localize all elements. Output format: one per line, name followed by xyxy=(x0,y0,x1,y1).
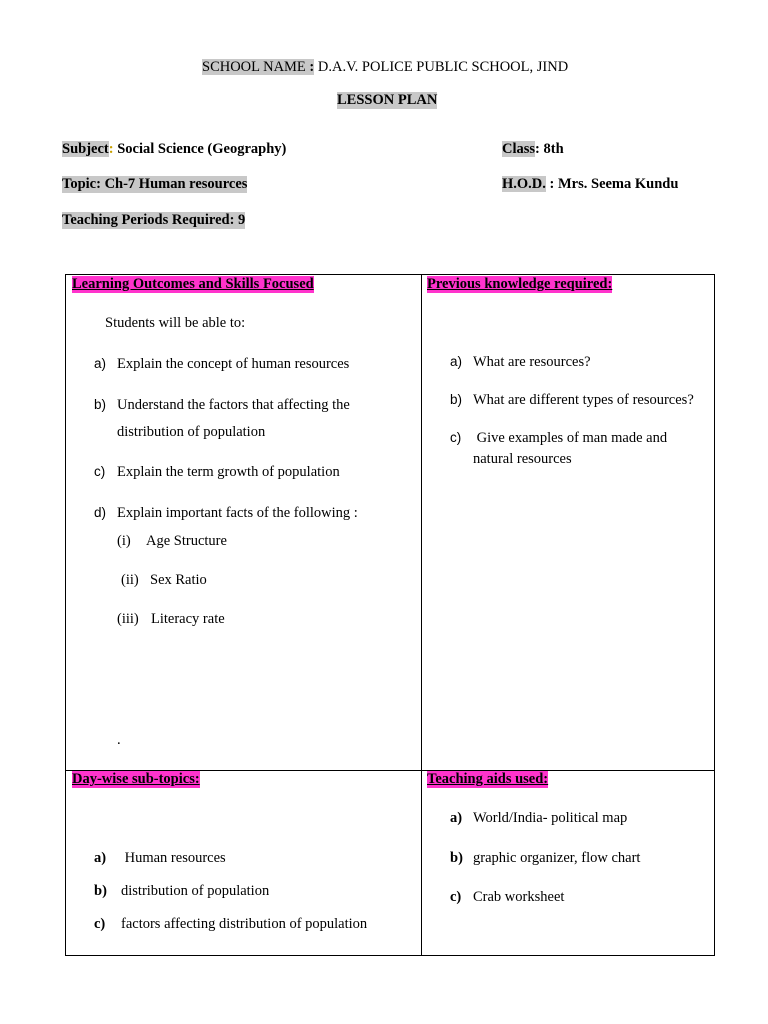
list-marker: c) xyxy=(450,889,462,905)
list-text: What are resources? xyxy=(473,354,591,370)
list-marker: c) xyxy=(94,916,106,932)
list-marker: b) xyxy=(450,392,463,407)
list-text: graphic organizer, flow chart xyxy=(473,850,641,866)
list-item xyxy=(450,392,694,409)
topic-line: Topic: Ch-7 Human resources xyxy=(62,176,248,192)
day-wise-heading: Day-wise sub-topics: xyxy=(72,771,200,787)
subject-colon: : xyxy=(108,141,114,157)
subject-value: Social Science (Geography) xyxy=(113,141,287,157)
list-text: Give examples of man made and xyxy=(473,430,668,446)
list-text: Understand the factors that affecting the xyxy=(117,397,350,413)
previous-knowledge-cell xyxy=(421,274,715,771)
list-marker: a) xyxy=(94,850,107,866)
sub-list-marker: (ii) xyxy=(121,572,139,588)
class-label: Class xyxy=(502,141,536,157)
sub-list-marker: (i) xyxy=(117,533,131,549)
list-text: distribution of population xyxy=(121,883,270,899)
list-item xyxy=(450,850,640,867)
list-item xyxy=(94,850,226,867)
list-item xyxy=(450,810,627,827)
teaching-aids-heading: Teaching aids used: xyxy=(427,771,549,787)
list-marker: d) xyxy=(94,505,107,520)
sub-list-text: Literacy rate xyxy=(151,611,225,627)
list-item xyxy=(450,889,564,906)
list-item xyxy=(94,397,350,414)
learning-outcomes-heading: Learning Outcomes and Skills Focused xyxy=(72,276,314,292)
list-marker: b) xyxy=(94,397,107,412)
trailing-dot: . xyxy=(117,732,121,748)
list-text: Explain the concept of human resources xyxy=(117,356,350,372)
hod-line xyxy=(502,176,678,193)
learning-outcomes-intro: Students will be able to: xyxy=(105,315,246,331)
sub-list-marker: (iii) xyxy=(117,611,139,627)
sub-list-item xyxy=(117,533,227,550)
subject-label: Subject xyxy=(62,141,109,157)
sub-list-text: Age Structure xyxy=(146,533,227,549)
list-marker: c) xyxy=(94,464,106,479)
sub-list-item xyxy=(121,572,207,589)
list-item xyxy=(450,354,591,371)
list-item xyxy=(94,356,349,373)
list-marker: a) xyxy=(450,810,463,826)
list-item xyxy=(450,430,667,447)
list-text: World/India- political map xyxy=(473,810,628,826)
list-text: Explain the term growth of population xyxy=(117,464,340,480)
school-name-value: D.A.V. POLICE PUBLIC SCHOOL, JIND xyxy=(314,59,569,75)
hod-value: : Mrs. Seema Kundu xyxy=(545,176,679,192)
list-marker: c) xyxy=(450,430,462,445)
periods-line: Teaching Periods Required: 9 xyxy=(62,212,246,228)
previous-knowledge-heading: Previous knowledge required: xyxy=(427,276,613,292)
list-text-continuation: natural resources xyxy=(473,451,572,467)
list-text: What are different types of resources? xyxy=(473,392,694,408)
list-marker: a) xyxy=(94,356,107,371)
school-name-label: SCHOOL NAME xyxy=(202,59,310,75)
sub-list-text: Sex Ratio xyxy=(150,572,207,588)
list-marker: b) xyxy=(450,850,463,866)
sub-list-item xyxy=(117,611,225,628)
list-text: Explain important facts of the following : xyxy=(117,505,358,521)
subject-line xyxy=(62,141,286,158)
list-item xyxy=(94,464,340,481)
list-text-continuation: distribution of population xyxy=(117,424,266,440)
document-title: LESSON PLAN xyxy=(337,92,438,108)
school-name-colon: : xyxy=(309,59,315,75)
hod-label: H.O.D. xyxy=(502,176,546,192)
list-marker: a) xyxy=(450,354,463,369)
list-marker: b) xyxy=(94,883,107,899)
list-text: Human resources xyxy=(121,850,226,866)
learning-outcomes-cell xyxy=(65,274,422,771)
list-item xyxy=(94,883,269,900)
list-text: factors affecting distribution of population xyxy=(121,916,368,932)
list-item xyxy=(94,505,358,522)
school-name-line xyxy=(202,59,568,76)
list-item xyxy=(94,916,367,933)
class-value: : 8th xyxy=(535,141,564,157)
list-text: Crab worksheet xyxy=(473,889,565,905)
class-line xyxy=(502,141,564,158)
